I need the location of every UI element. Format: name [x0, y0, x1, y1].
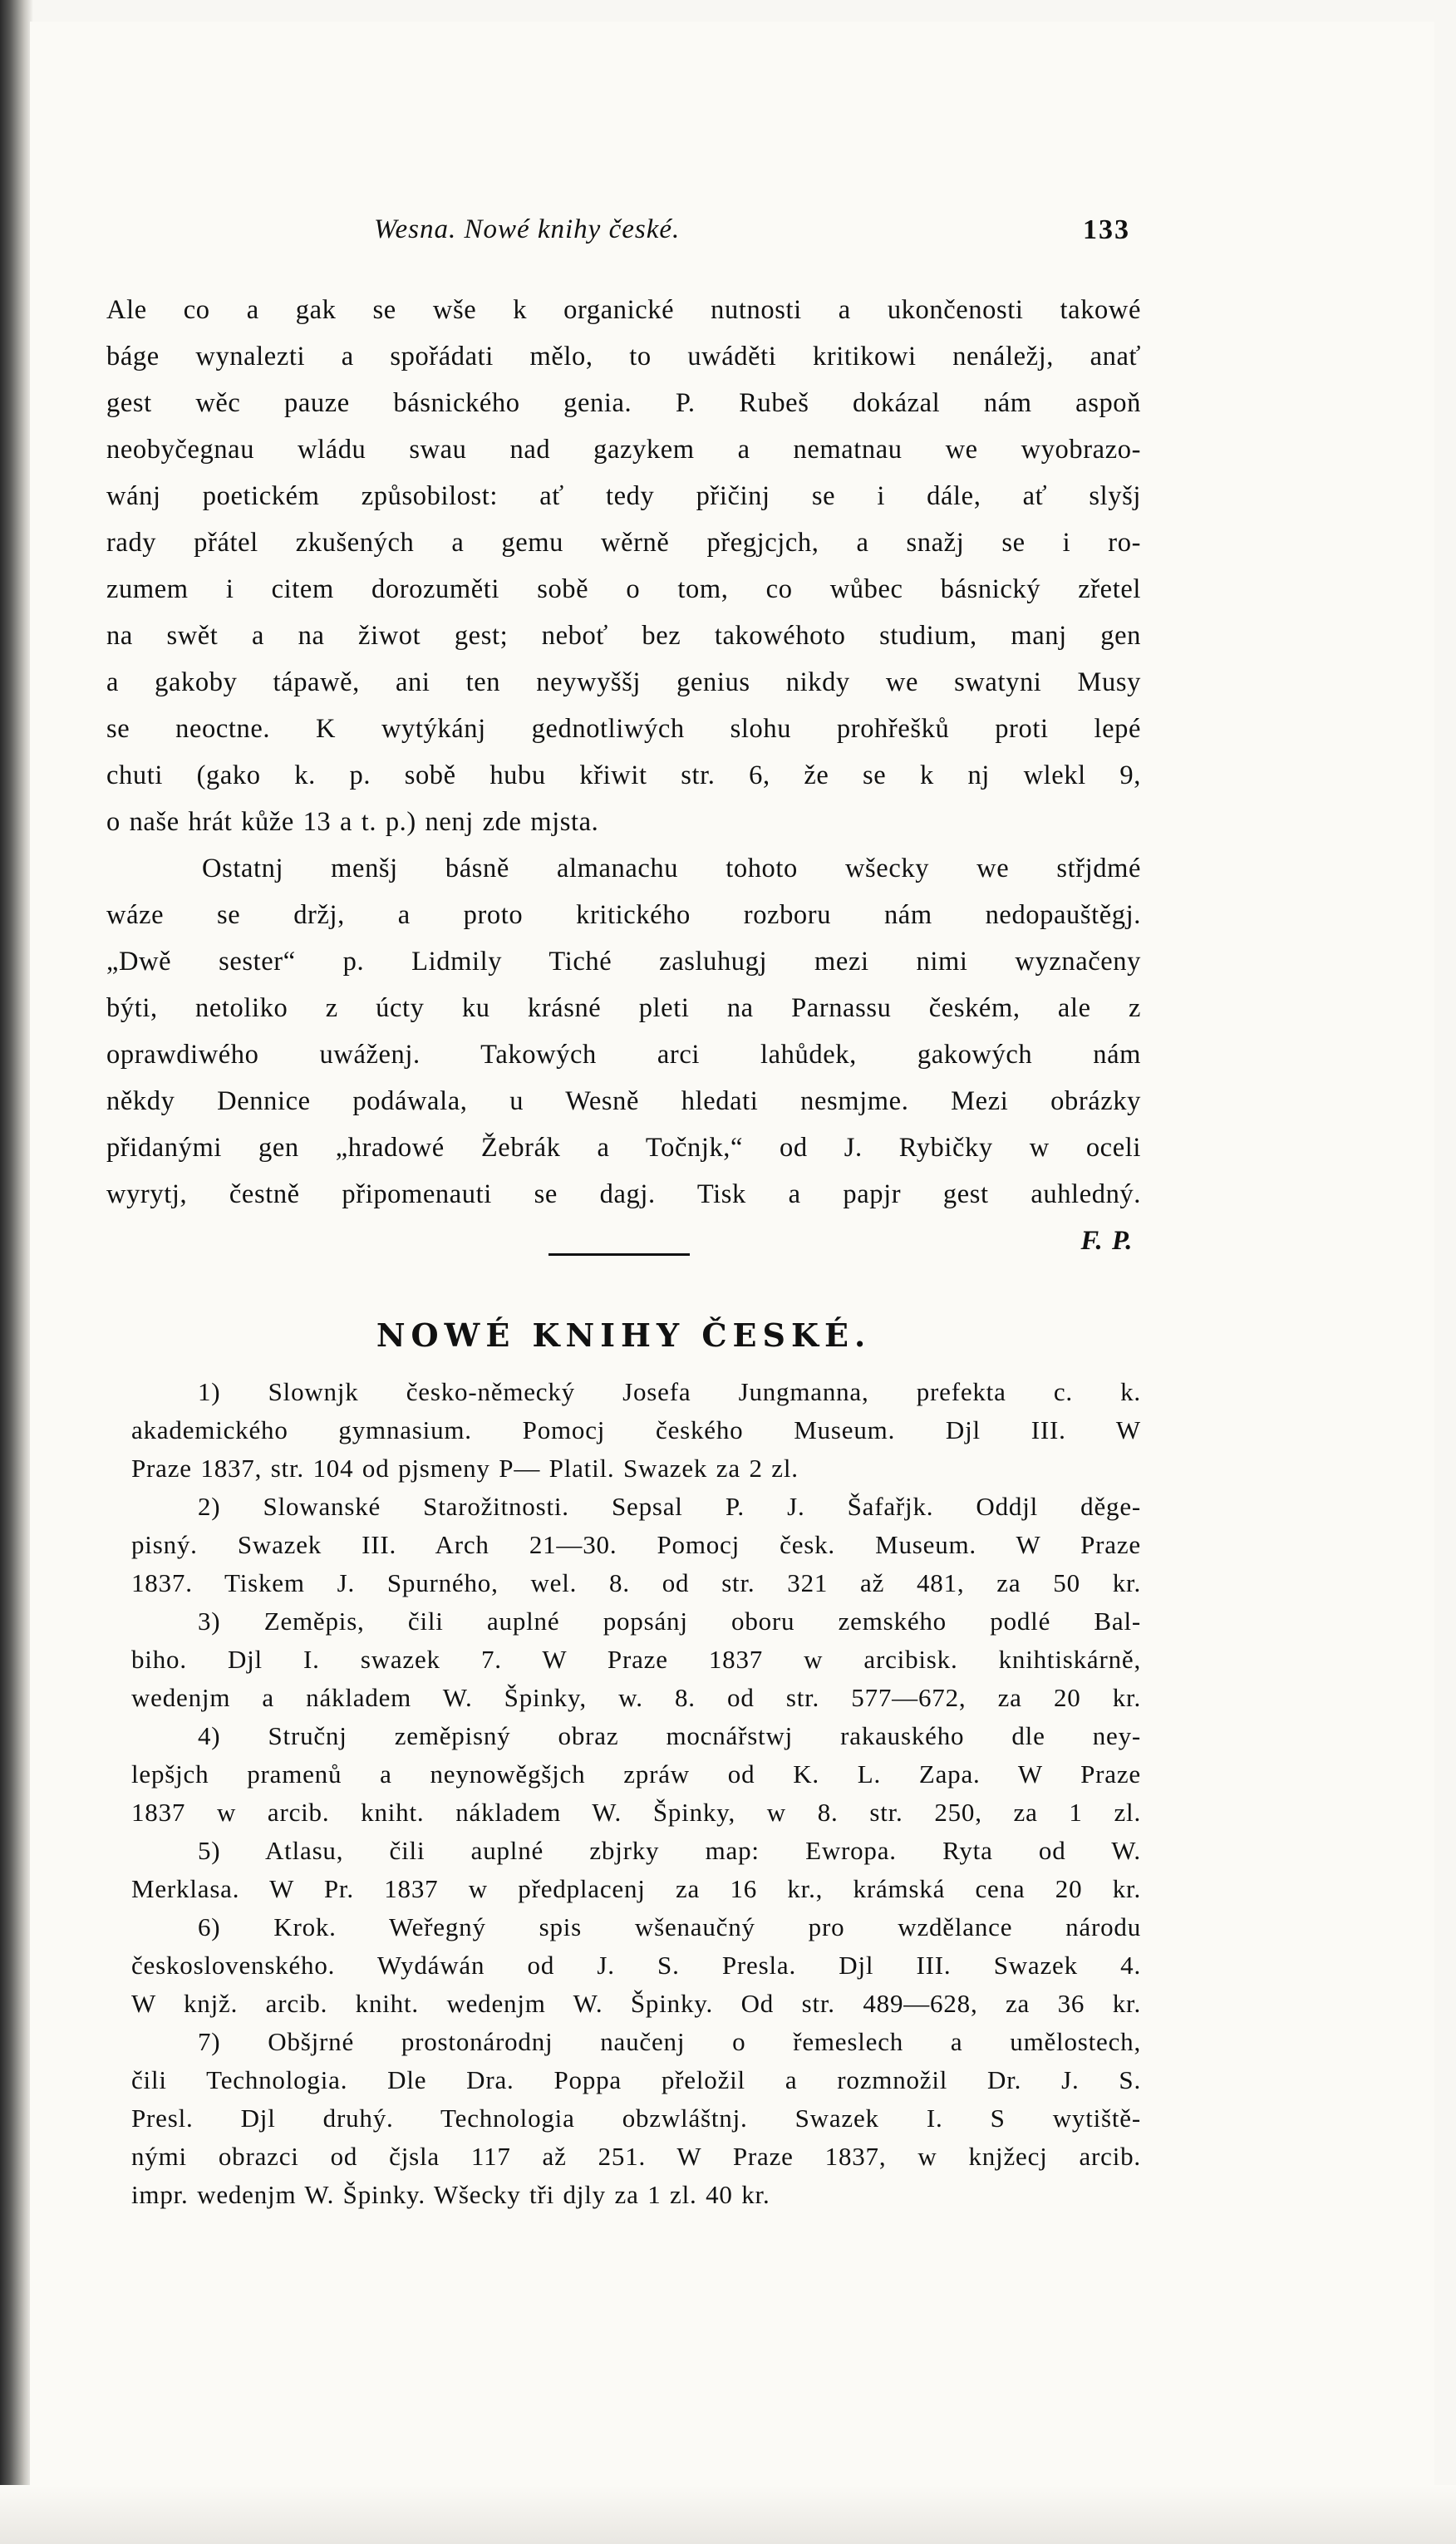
list-line: wedenjm a nákladem W. Špinky, w. 8. od str. 577—672, za 20 kr.	[131, 1683, 1141, 1712]
list-line: pisný. Swazek III. Arch 21—30. Pomocj česk. Museum. W Praze	[131, 1530, 1141, 1559]
text-line: báge wynalezti a spořádati mělo, to uwáděti kritikowi nenáležj, anať	[106, 342, 1141, 372]
text-line: někdy Dennice podáwala, u Wesně hledati nesmjme. Mezi obrázky	[106, 1086, 1141, 1116]
scan-bottom-shadow	[0, 2485, 1456, 2544]
list-line: 5) Atlasu, čili auplné zbjrky map: Ewropa. Ryta od W.	[198, 1836, 1141, 1865]
review-signature: F. P.	[1080, 1226, 1133, 1256]
text-line: o naše hrát kůže 13 a t. p.) nenj zde mjsta.	[106, 807, 599, 837]
text-line: neobyčegnau wládu swau nad gazykem a nematnau we wyobrazo-	[106, 435, 1141, 465]
text-line: a gakoby tápawě, ani ten neywyššj genius nikdy we swatyni Musy	[106, 667, 1141, 697]
book-list	[131, 1373, 1141, 2214]
text-line: wáze se držj, a proto kritického rozboru nám nedopauštěgj.	[106, 900, 1141, 930]
list-line: lepšjch pramenů a neynowěgšjch zpráw od K. L. Zapa. W Praze	[131, 1759, 1141, 1789]
list-line: akademického gymnasium. Pomocj českého Museum. Djl III. W	[131, 1415, 1141, 1444]
text-line: rady přátel zkušených a gemu wěrně přegjcjch, a snažj se i ro-	[106, 528, 1141, 558]
text-line: Ostatnj menšj básně almanachu tohoto wšecky we střjdmé	[202, 854, 1141, 883]
list-line: 6) Krok. Weřegný spis wšenaučný pro wzdělance národu	[198, 1912, 1141, 1941]
text-line: zumem i citem dorozuměti sobě o tom, co wůbec básnický zřetel	[106, 574, 1141, 604]
review-text	[106, 287, 1141, 1264]
list-line: 1837. Tiskem J. Spurného, wel. 8. od str. 321 až 481, za 50 kr.	[131, 1568, 1141, 1597]
list-line: 4) Stručnj zeměpisný obraz mocnářstwj rakauského dle ney-	[198, 1721, 1141, 1750]
list-line: čili Technologia. Dle Dra. Poppa přeložil a rozmnožil Dr. J. S.	[131, 2065, 1141, 2094]
text-line: oprawdiwého uwáženj. Takowých arci lahůdek, gakowých nám	[106, 1040, 1141, 1070]
text-line: gest wěc pauze básnického genia. P. Rubeš dokázal nám aspoň	[106, 388, 1141, 418]
list-line: Praze 1837, str. 104 od pjsmeny P— Platil. Swazek za 2 zl.	[131, 1454, 799, 1483]
list-line: biho. Djl I. swazek 7. W Praze 1837 w arcibisk. knihtiskárně,	[131, 1645, 1141, 1674]
list-line: Presl. Djl druhý. Technologia obzwláštnj. Swazek I. S wytiště-	[131, 2104, 1141, 2133]
list-line: československého. Wydáwán od J. S. Presla. Djl III. Swazek 4.	[131, 1951, 1141, 1980]
page-number: 133	[1083, 214, 1130, 245]
list-line: nými obrazci od čjsla 117 až 251. W Praze 1837, w knjžecj arcib.	[131, 2142, 1141, 2171]
text-line: wyrytj, čestně připomenauti se dagj. Tisk a papjr gest auhledný.	[106, 1179, 1141, 1209]
text-line: chuti (gako k. p. sobě hubu křiwit str. 6, že se k nj wlekl 9,	[106, 760, 1141, 790]
running-title: Wesna. Nowé knihy české.	[374, 214, 681, 244]
list-line: Merklasa. W Pr. 1837 w předplacenj za 16 kr., krámská cena 20 kr.	[131, 1874, 1141, 1903]
running-head	[108, 214, 1130, 256]
text-line: wánj poetickém způsobilost: ať tedy přičinj se i dále, ať slyšj	[106, 481, 1141, 511]
section-heading: NOWÉ KNIHY ČESKÉ.	[376, 1316, 872, 1354]
text-line: přidanými gen „hradowé Žebrák a Točnjk,“ od J. Rybičky w oceli	[106, 1133, 1141, 1163]
text-line: Ale co a gak se wše k organické nutnosti a ukončenosti takowé	[106, 295, 1141, 325]
text-line: se neoctne. K wytýkánj gednotliwých slohu prohřešků proti lepé	[106, 714, 1141, 744]
text-line: „Dwě sester“ p. Lidmily Tiché zasluhugj mezi nimi wyznačeny	[106, 947, 1141, 977]
list-line: 2) Slowanské Starožitnosti. Sepsal P. J. Šafařjk. Oddjl děge-	[198, 1492, 1141, 1521]
text-line: býti, netoliko z úcty ku krásné pleti na Parnassu českém, ale z	[106, 993, 1141, 1023]
list-line: 3) Zeměpis, čili auplné popsánj oboru zemského podlé Bal-	[198, 1607, 1141, 1636]
section-divider	[548, 1253, 690, 1256]
text-line: na swět a na žiwot gest; neboť bez takowéhoto studium, manj gen	[106, 621, 1141, 651]
scan-edge-shadow	[0, 0, 33, 2544]
list-line: 1837 w arcib. kniht. nákladem W. Špinky, w 8. str. 250, za 1 zl.	[131, 1798, 1141, 1827]
list-line: W knjž. arcib. kniht. wedenjm W. Špinky. Od str. 489—628, za 36 kr.	[131, 1989, 1141, 2018]
list-line: 1) Slownjk česko-německý Josefa Jungmanna, prefekta c. k.	[198, 1377, 1141, 1406]
list-line: impr. wedenjm W. Špinky. Wšecky tři djly za 1 zl. 40 kr.	[131, 2180, 770, 2209]
list-line: 7) Obšjrné prostonárodnj naučenj o řemeslech a umělostech,	[198, 2027, 1141, 2056]
